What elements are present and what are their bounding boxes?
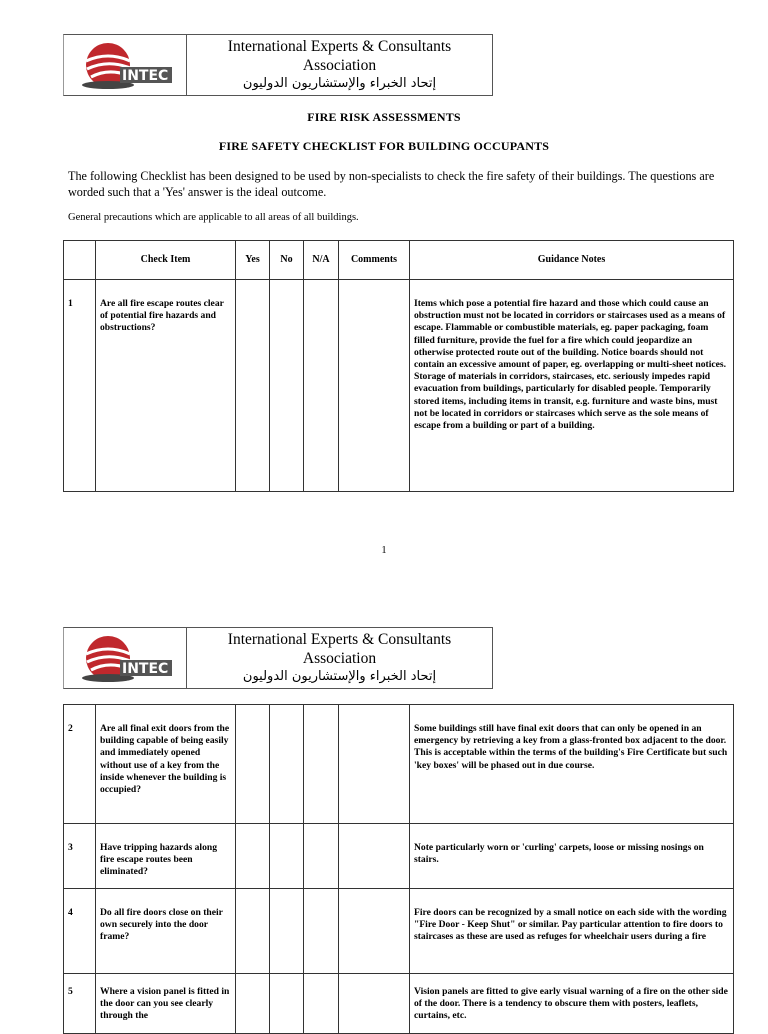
intro-line-1: The following Checklist has been designed to be used by non-specialists to check the fire safety of their buildings. The questions are <box>68 169 715 183</box>
row-number: 5 <box>64 974 96 1034</box>
check-item: Do all fire doors close on their own securely into the door frame? <box>96 889 236 974</box>
yes-cell[interactable] <box>236 280 270 492</box>
org-name-arabic: إتحاد الخبراء والإستشاريون الدوليون <box>242 76 437 91</box>
org-name-arabic: إتحاد الخبراء والإستشاريون الدوليون <box>242 669 437 684</box>
na-cell[interactable] <box>304 974 339 1034</box>
guidance-notes: Fire doors can be recognized by a small notice on each side with the wording "Fire Door - Keep Shut" or similar. Pay particular attention to fire doors to staircases as these are used as refuges for wheelchair users during a fire <box>410 889 734 974</box>
letterhead <box>63 34 493 96</box>
no-cell[interactable] <box>270 280 304 492</box>
org-name-line2: Association <box>302 650 377 667</box>
header-no: No <box>270 241 304 280</box>
header-check-item: Check Item <box>96 241 236 280</box>
check-item: Have tripping hazards along fire escape routes been eliminated? <box>96 824 236 889</box>
row-number: 2 <box>64 705 96 824</box>
header-comments: Comments <box>339 241 410 280</box>
comments-cell[interactable] <box>339 889 410 974</box>
comments-cell[interactable] <box>339 824 410 889</box>
yes-cell[interactable] <box>236 889 270 974</box>
row-number: 3 <box>64 824 96 889</box>
na-cell[interactable] <box>304 280 339 492</box>
logo-text: INTEC <box>122 661 169 677</box>
logo-text: INTEC <box>122 68 169 84</box>
comments-cell[interactable] <box>339 974 410 1034</box>
header-guidance: Guidance Notes <box>410 241 734 280</box>
no-cell[interactable] <box>270 705 304 824</box>
org-title <box>187 35 492 95</box>
general-precautions: General precautions which are applicable to all areas of all buildings. <box>68 212 359 223</box>
letterhead-page2 <box>63 627 493 689</box>
comments-cell[interactable] <box>339 280 410 492</box>
table-row <box>64 280 734 492</box>
header-num <box>64 241 96 280</box>
org-name-line1: International Experts & Consultants <box>227 38 452 55</box>
guidance-notes: Note particularly worn or 'curling' carpets, loose or missing nosings on stairs. <box>410 824 734 889</box>
check-item: Where a vision panel is fitted in the door can you see clearly through the <box>96 974 236 1034</box>
checklist-table-page1 <box>63 240 734 492</box>
org-title <box>187 628 492 688</box>
guidance-notes: Items which pose a potential fire hazard and those which could cause an obstruction must not be located in corridors or staircases used as a means of escape. Flammable or combustible materials, eg. paper packaging, foam filled furniture, provide the fuel for a fire which could jeopardize an otherwise protected route out of the building. Notice boards should not contain an excessive amount of paper, eg. overlapping or multi-sheet notices. Storage of materials in corridors, staircases, etc. seriously impedes rapid evacuation from buildings, particularly for disabled people. Temporarily stored items, including items in transit, e.g. furniture and waste bins, must not be located in corridors or staircases which serve as the sole means of escape from a building or part of a building. <box>410 280 734 492</box>
table-header-row <box>64 241 734 280</box>
org-name-line1: International Experts & Consultants <box>227 631 452 648</box>
yes-cell[interactable] <box>236 974 270 1034</box>
org-name-line2: Association <box>302 57 377 74</box>
no-cell[interactable] <box>270 974 304 1034</box>
na-cell[interactable] <box>304 705 339 824</box>
table-row <box>64 974 734 1034</box>
logo-cell <box>64 35 187 95</box>
logo-cell <box>64 628 187 688</box>
intro-line-2: worded such that a 'Yes' answer is the ideal outcome. <box>68 185 327 199</box>
intec-logo <box>78 634 178 686</box>
na-cell[interactable] <box>304 824 339 889</box>
comments-cell[interactable] <box>339 705 410 824</box>
yes-cell[interactable] <box>236 824 270 889</box>
check-item: Are all fire escape routes clear of potential fire hazards and obstructions? <box>96 280 236 492</box>
no-cell[interactable] <box>270 824 304 889</box>
row-number: 1 <box>64 280 96 492</box>
intec-logo <box>78 41 178 93</box>
row-number: 4 <box>64 889 96 974</box>
na-cell[interactable] <box>304 889 339 974</box>
checklist-table-page2 <box>63 704 734 1034</box>
check-item: Are all final exit doors from the building capable of being easily and immediately opened without use of a key from the inside whenever the building is occupied? <box>96 705 236 824</box>
yes-cell[interactable] <box>236 705 270 824</box>
guidance-notes: Some buildings still have final exit doors that can only be opened in an emergency by retrieving a key from a glass-fronted box adjacent to the door. This is acceptable within the terms of the building's Fire Certificate but such 'key boxes' will be phased out in due course. <box>410 705 734 824</box>
table-row <box>64 705 734 824</box>
table-row <box>64 889 734 974</box>
page-subtitle: FIRE SAFETY CHECKLIST FOR BUILDING OCCUPANTS <box>218 139 550 153</box>
header-na: N/A <box>304 241 339 280</box>
header-yes: Yes <box>236 241 270 280</box>
guidance-notes: Vision panels are fitted to give early visual warning of a fire on the other side of the door. There is a tendency to obscure them with posters, leaflets, curtains, etc. <box>410 974 734 1034</box>
page-title: FIRE RISK ASSESSMENTS <box>307 110 461 124</box>
no-cell[interactable] <box>270 889 304 974</box>
table-row <box>64 824 734 889</box>
page-number: 1 <box>381 545 387 556</box>
